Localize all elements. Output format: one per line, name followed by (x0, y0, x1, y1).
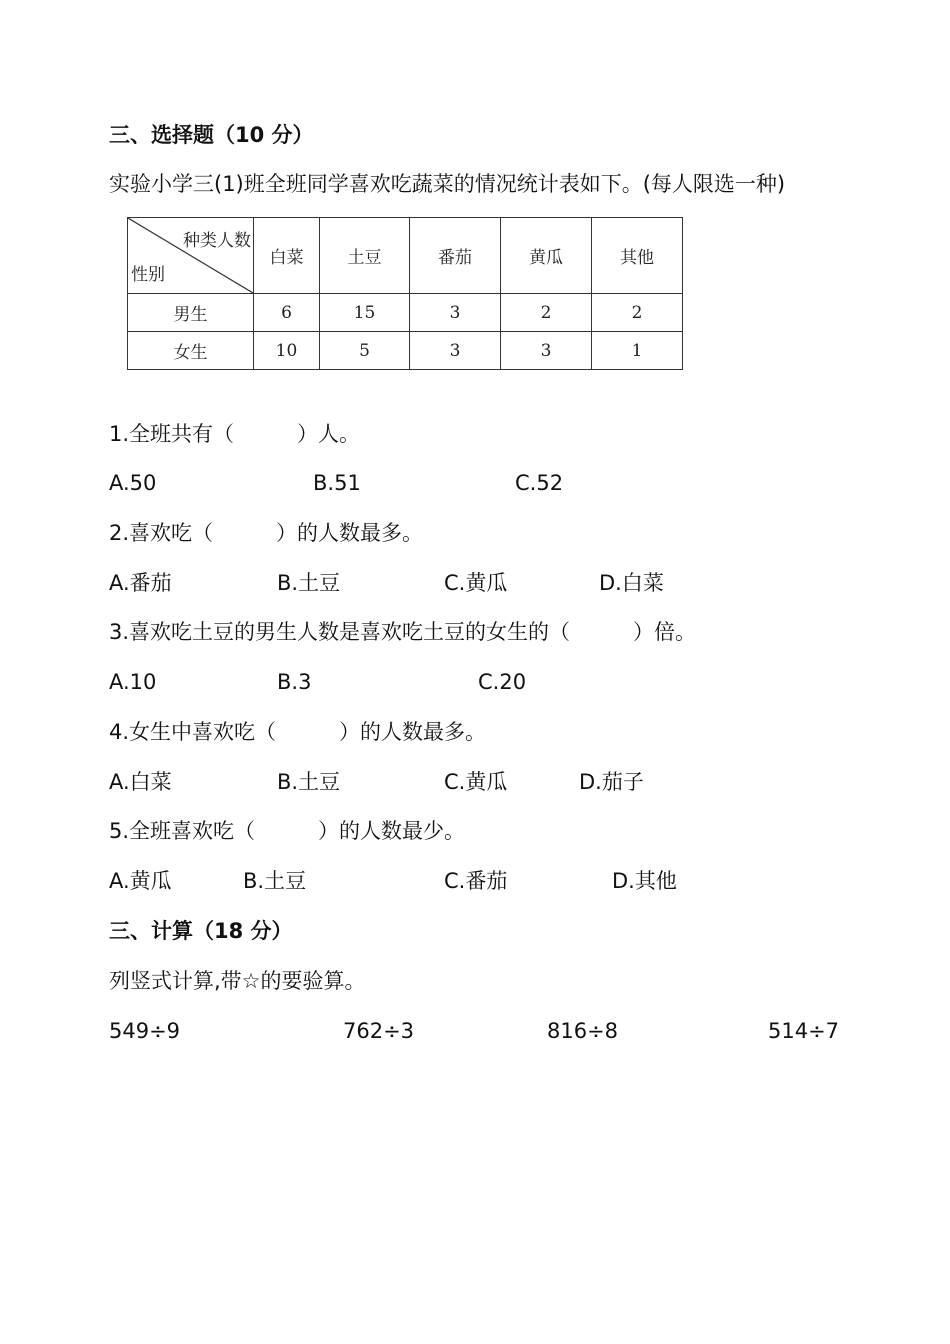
calc-problem-2: 762÷3 (343, 1019, 415, 1043)
table-row (128, 294, 683, 332)
question-3: 3.喜欢吃土豆的男生人数是喜欢吃土豆的女生的（ ）倍。 (109, 620, 697, 644)
column-header: 土豆 (320, 218, 410, 294)
calc-problem-4: 514÷7 (768, 1019, 840, 1043)
table-cell: 10 (254, 332, 320, 370)
column-header: 黄瓜 (501, 218, 592, 294)
row-label: 男生 (128, 294, 254, 332)
column-header: 番茄 (410, 218, 501, 294)
table-cell: 1 (592, 332, 683, 370)
section-calc-title: 三、计算（18 分） (109, 919, 293, 943)
question-3-option-b: B.3 (277, 670, 312, 694)
table-cell: 6 (254, 294, 320, 332)
table-cell: 2 (501, 294, 592, 332)
question-5: 5.全班喜欢吃（ ）的人数最少。 (109, 819, 466, 843)
question-5-option-a: A.黄瓜 (109, 869, 172, 893)
table-cell: 5 (320, 332, 410, 370)
table-cell: 3 (410, 294, 501, 332)
corner-label-gender: 性别 (131, 265, 165, 285)
question-3-option-c: C.20 (478, 670, 527, 694)
question-4-option-c: C.黄瓜 (444, 770, 508, 794)
question-2-option-a: A.番茄 (109, 571, 172, 595)
row-label: 女生 (128, 332, 254, 370)
column-header: 白菜 (254, 218, 320, 294)
section-calc-intro: 列竖式计算,带☆的要验算。 (109, 969, 366, 993)
question-2-option-d: D.白菜 (599, 571, 664, 595)
question-2-option-b: B.土豆 (277, 571, 341, 595)
question-1-option-c: C.52 (515, 471, 564, 495)
vegetable-stat-table (127, 217, 683, 370)
calc-problem-3: 816÷8 (547, 1019, 619, 1043)
question-5-option-d: D.其他 (612, 869, 677, 893)
table-header-row (128, 218, 683, 294)
question-3-option-a: A.10 (109, 670, 157, 694)
section-choice-title: 三、选择题（10 分） (109, 123, 314, 147)
table-cell: 3 (501, 332, 592, 370)
question-1-option-a: A.50 (109, 471, 157, 495)
question-5-option-b: B.土豆 (243, 869, 307, 893)
question-2: 2.喜欢吃（ ）的人数最多。 (109, 521, 424, 545)
question-4: 4.女生中喜欢吃（ ）的人数最多。 (109, 720, 487, 744)
question-4-option-b: B.土豆 (277, 770, 341, 794)
question-4-option-d: D.茄子 (579, 770, 644, 794)
question-1: 1.全班共有（ ）人。 (109, 422, 361, 446)
table-cell: 15 (320, 294, 410, 332)
section-choice-intro: 实验小学三(1)班全班同学喜欢吃蔬菜的情况统计表如下。(每人限选一种) (109, 172, 786, 196)
table-corner-cell (128, 218, 254, 294)
question-4-option-a: A.白菜 (109, 770, 172, 794)
corner-label-category: 种类人数 (183, 231, 251, 251)
table-row (128, 332, 683, 370)
calc-problem-1: 549÷9 (109, 1019, 181, 1043)
table-cell: 3 (410, 332, 501, 370)
question-5-option-c: C.番茄 (444, 869, 508, 893)
question-1-option-b: B.51 (313, 471, 361, 495)
question-2-option-c: C.黄瓜 (444, 571, 508, 595)
column-header: 其他 (592, 218, 683, 294)
table-cell: 2 (592, 294, 683, 332)
